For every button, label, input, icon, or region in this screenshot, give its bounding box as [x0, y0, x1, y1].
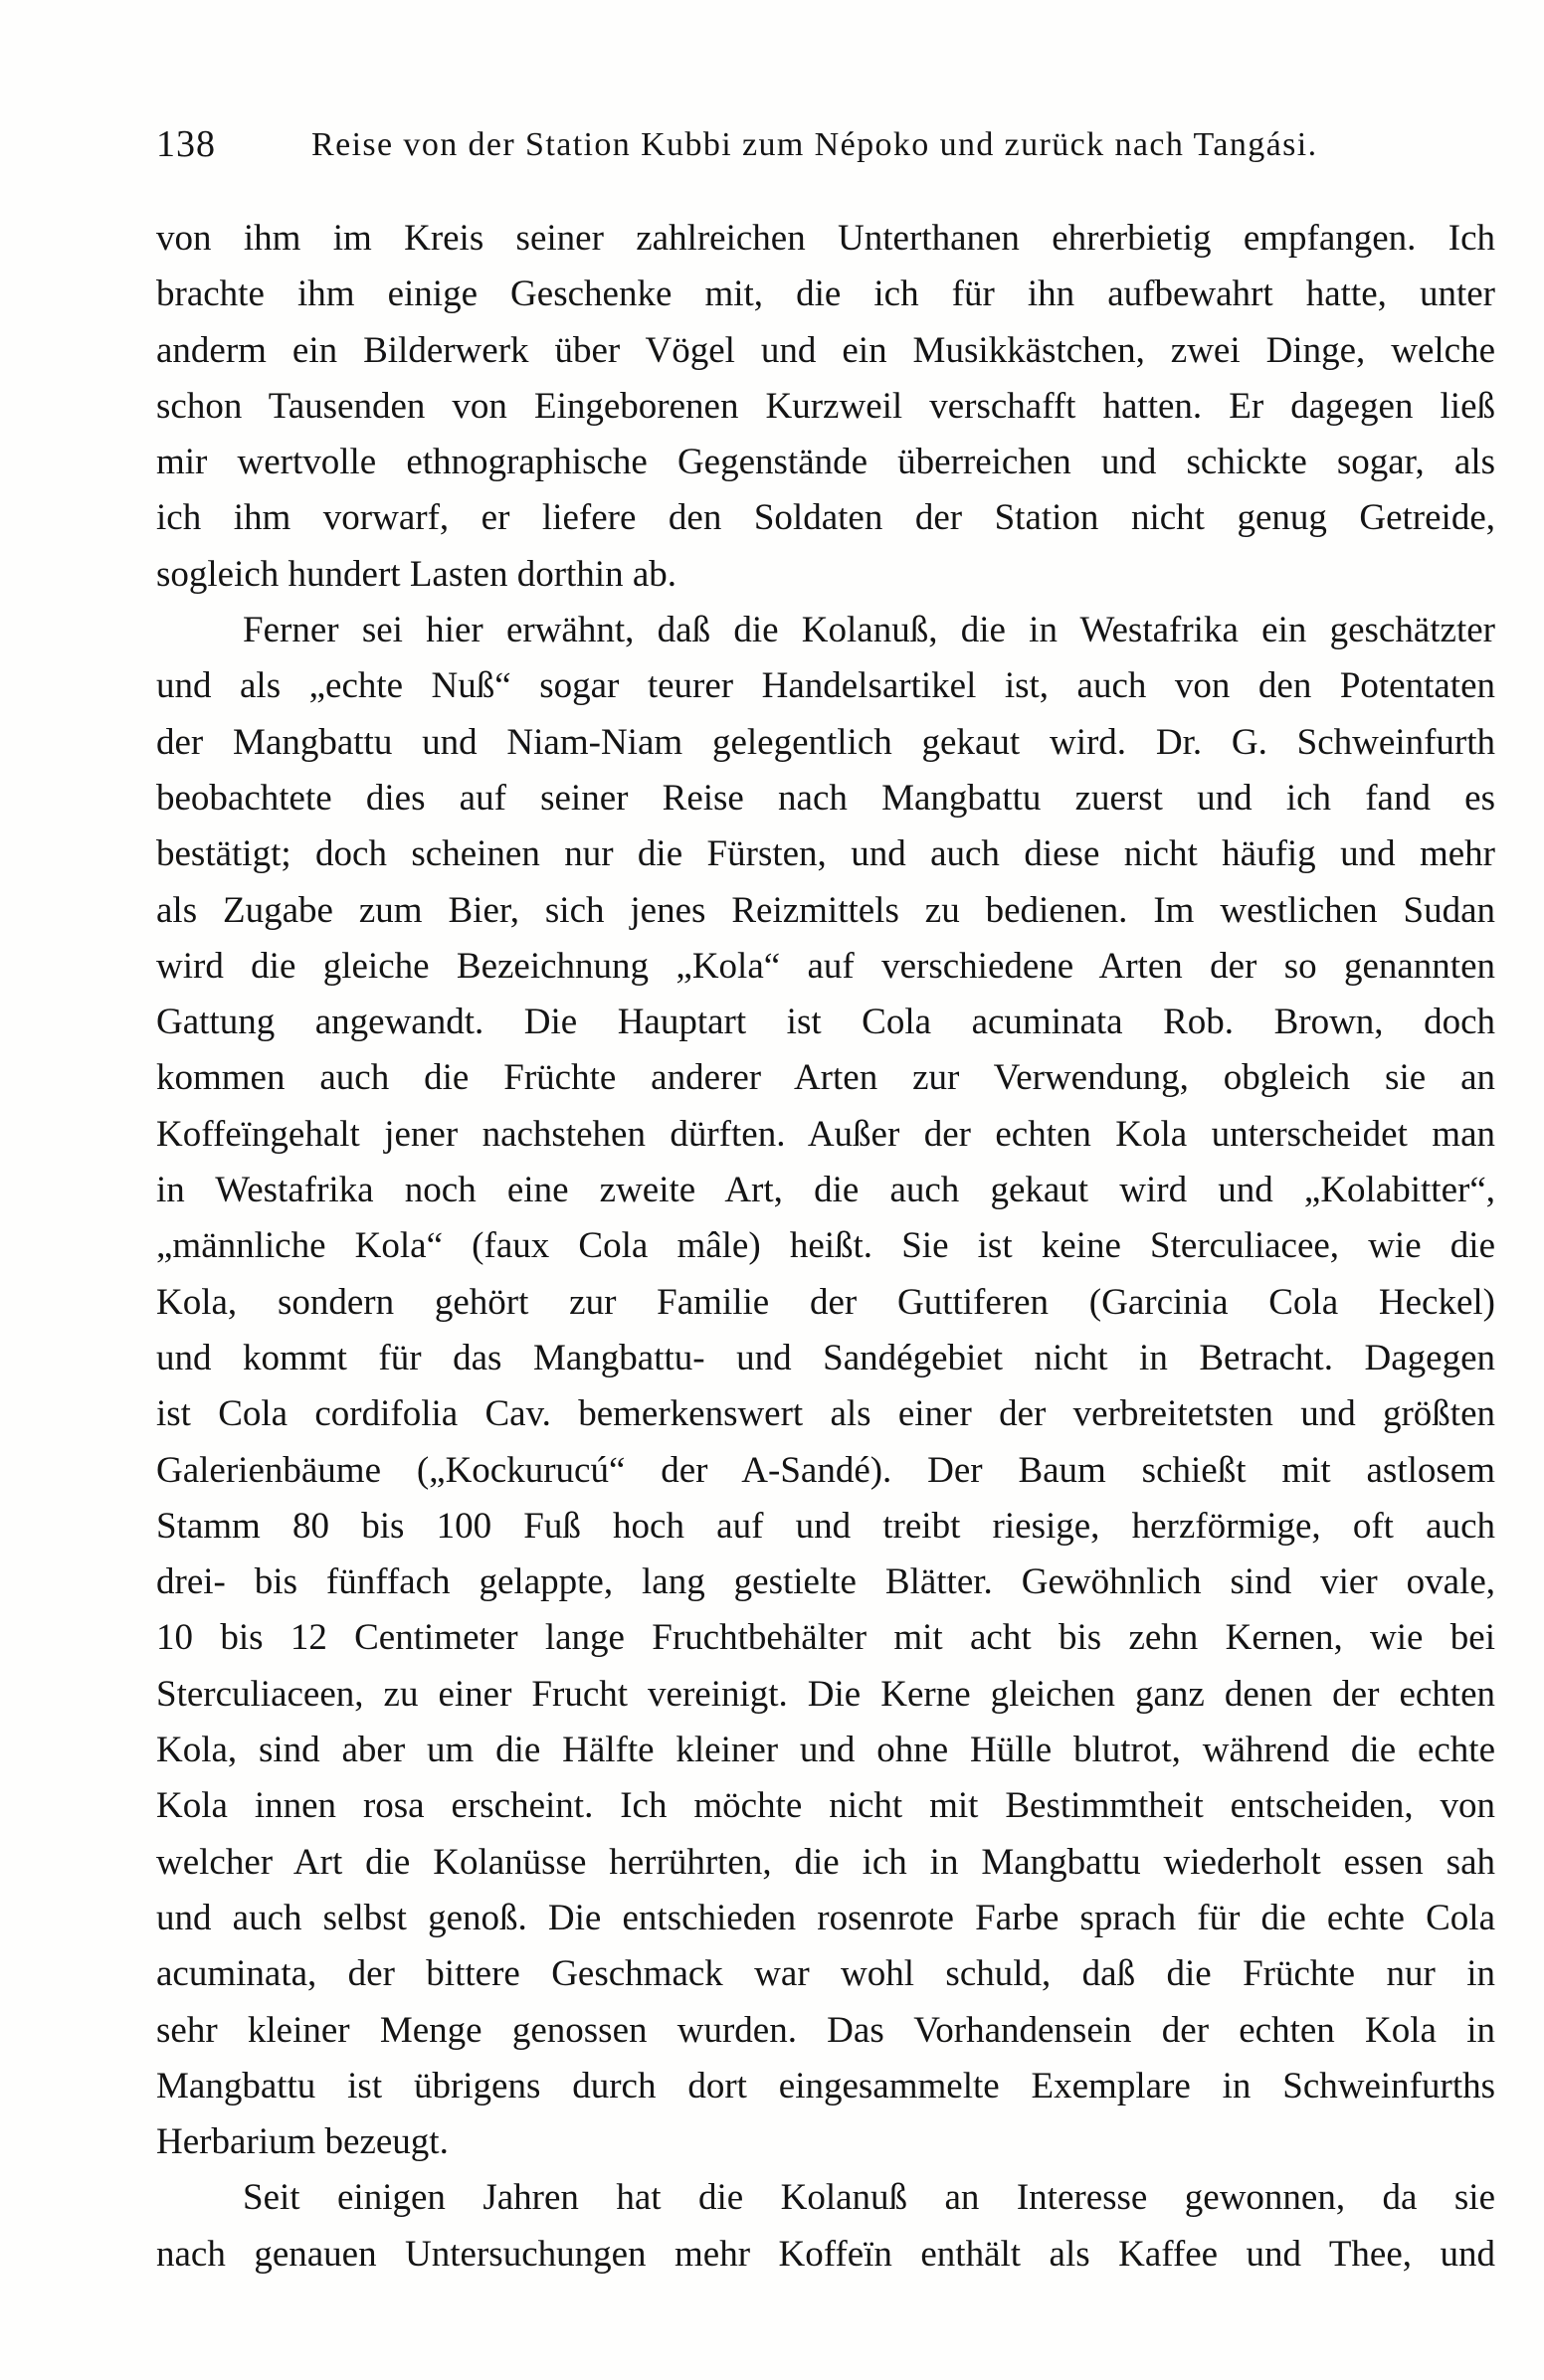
text-line: Galerienbäume („Kockurucú“ der A-Sandé). Der Baum schießt mit astlosem: [156, 1449, 1495, 1491]
text-line: Koffeïngehalt jener nachstehen dürften. Außer der echten Kola unterscheidet man: [156, 1113, 1495, 1155]
text-line: sogleich hundert Lasten dorthin ab.: [156, 553, 677, 595]
text-line: Stamm 80 bis 100 Fuß hoch auf und treibt riesige, herzförmige, oft auch: [156, 1505, 1495, 1547]
body-text: [156, 211, 1495, 2283]
text-line: beobachtete dies auf seiner Reise nach Mangbattu zuerst und ich fand es: [156, 777, 1495, 819]
text-line: ist Cola cordifolia Cav. bemerkenswert als einer der verbreitetsten und größten: [156, 1393, 1495, 1435]
text-line: Sterculiaceen, zu einer Frucht vereinigt. Die Kerne gleichen ganz denen der echten: [156, 1673, 1495, 1715]
text-line: Seit einigen Jahren hat die Kolanuß an Interesse gewonnen, da sie: [243, 2177, 1495, 2219]
text-line: acuminata, der bittere Geschmack war wohl schuld, daß die Früchte nur in: [156, 1953, 1495, 1995]
paragraph: [156, 2170, 1495, 2283]
text-line: als Zugabe zum Bier, sich jenes Reizmittels zu bedienen. Im westlichen Sudan: [156, 889, 1495, 931]
text-line: der Mangbattu und Niam-Niam gelegentlich gekaut wird. Dr. G. Schweinfurth: [156, 721, 1495, 763]
text-line: und auch selbst genoß. Die entschieden rosenrote Farbe sprach für die echte Cola: [156, 1897, 1495, 1938]
text-line: nach genauen Untersuchungen mehr Koffeïn enthält als Kaffee und Thee, und: [156, 2233, 1495, 2275]
text-line: mir wertvolle ethnographische Gegenstände überreichen und schickte sogar, als: [156, 442, 1495, 483]
text-line: „männliche Kola“ (faux Cola mâle) heißt. Sie ist keine Sterculiacee, wie die: [156, 1225, 1495, 1267]
paragraph: [156, 603, 1495, 2170]
text-line: und als „echte Nuß“ sogar teurer Handelsartikel ist, auch von den Potentaten: [156, 665, 1495, 707]
text-line: und kommt für das Mangbattu- und Sandégebiet nicht in Betracht. Dagegen: [156, 1337, 1495, 1378]
text-line: von ihm im Kreis seiner zahlreichen Unterthanen ehrerbietig empfangen. Ich: [156, 218, 1495, 259]
text-line: brachte ihm einige Geschenke mit, die ich für ihn aufbewahrt hatte, unter: [156, 274, 1495, 315]
text-line: schon Tausenden von Eingeborenen Kurzweil verschafft hatten. Er dagegen ließ: [156, 385, 1495, 427]
text-line: Kola, sind aber um die Hälfte kleiner und ohne Hülle blutrot, während die echte: [156, 1730, 1495, 1771]
text-line: Mangbattu ist übrigens durch dort eingesammelte Exemplare in Schweinfurths: [156, 2065, 1495, 2106]
text-line: Gattung angewandt. Die Hauptart ist Cola acuminata Rob. Brown, doch: [156, 1002, 1495, 1043]
text-line: kommen auch die Früchte anderer Arten zur Verwendung, obgleich sie an: [156, 1057, 1495, 1099]
text-line: drei- bis fünffach gelappte, lang gestielte Blätter. Gewöhnlich sind vier ovale,: [156, 1561, 1495, 1603]
text-line: wird die gleiche Bezeichnung „Kola“ auf verschiedene Arten der so genannten: [156, 945, 1495, 987]
paragraph: [156, 211, 1495, 603]
text-line: bestätigt; doch scheinen nur die Fürsten, und auch diese nicht häufig und mehr: [156, 833, 1495, 875]
text-line: 10 bis 12 Centimeter lange Fruchtbehälter mit acht bis zehn Kernen, wie bei: [156, 1617, 1495, 1659]
text-line: Kola innen rosa erscheint. Ich möchte nicht mit Bestimmtheit entscheiden, von: [156, 1785, 1495, 1827]
text-line: Kola, sondern gehört zur Familie der Guttiferen (Garcinia Cola Heckel): [156, 1281, 1495, 1323]
text-line: welcher Art die Kolanüsse herrührten, die ich in Mangbattu wiederholt essen sah: [156, 1841, 1495, 1883]
text-line: Ferner sei hier erwähnt, daß die Kolanuß, die in Westafrika ein geschätzter: [243, 610, 1495, 651]
running-title: Reise von der Station Kubbi zum Népoko und zurück nach Tangási.: [311, 126, 1318, 163]
text-line: in Westafrika noch eine zweite Art, die auch gekaut wird und „Kolabitter“,: [156, 1170, 1495, 1211]
text-line: sehr kleiner Menge genossen wurden. Das Vorhandensein der echten Kola in: [156, 2009, 1495, 2051]
text-line: ich ihm vorwarf, er liefere den Soldaten der Station nicht genug Getreide,: [156, 497, 1495, 539]
page-header: [156, 119, 1495, 169]
page-number: 138: [156, 123, 216, 165]
text-line: Herbarium bezeugt.: [156, 2121, 449, 2163]
text-line: anderm ein Bilderwerk über Vögel und ein Musikkästchen, zwei Dinge, welche: [156, 329, 1495, 371]
